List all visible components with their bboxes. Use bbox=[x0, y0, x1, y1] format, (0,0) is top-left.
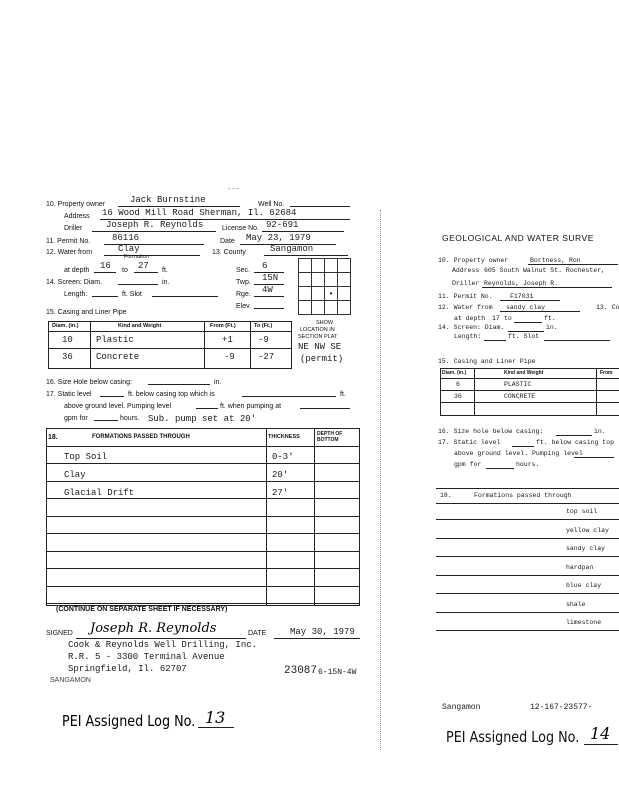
formations-rule bbox=[46, 568, 359, 569]
r-depth-to-label: to bbox=[504, 315, 512, 322]
r-formations-rule bbox=[436, 612, 619, 613]
owner-label: 10. Property owner bbox=[46, 201, 106, 208]
formation-row3: Glacial Drift bbox=[64, 488, 135, 498]
r-hours-label: hours. bbox=[516, 461, 540, 468]
log-label-right: PEI Assigned Log No. bbox=[446, 728, 580, 746]
r-formation-row: shale bbox=[566, 600, 586, 608]
sec-value: 6 bbox=[262, 261, 268, 271]
well-no-label: Well No. bbox=[258, 201, 285, 208]
log-number-right: 14 bbox=[590, 724, 611, 743]
r-casing-header-from: From bbox=[600, 370, 613, 376]
license-label: License No. bbox=[222, 225, 259, 232]
r-address-value: 605 South Walnut St. Rochester, bbox=[484, 267, 605, 274]
r-static-text1: ft. below casing top bbox=[536, 439, 615, 446]
rge-value: 4W bbox=[262, 285, 273, 295]
casing-row2-to: -27 bbox=[258, 352, 275, 362]
company-street: R.R. 5 - 3300 Terminal Avenue bbox=[68, 652, 225, 662]
show-location-2: LOCATION IN bbox=[300, 327, 335, 333]
casing-header-diam: Diam. (in.) bbox=[52, 323, 79, 329]
hole-size-label: 16. Size Hole below casing: bbox=[46, 379, 132, 386]
r-formations-number: 18. bbox=[440, 492, 452, 499]
r-screen-label: 14. Screen: Diam. bbox=[438, 324, 505, 331]
r-formation-row: sandy clay bbox=[566, 545, 606, 552]
thickness-row1: 0-3' bbox=[272, 452, 294, 462]
r-county-label: 13. Co bbox=[596, 304, 619, 311]
r-depth-ft: ft. bbox=[544, 315, 556, 322]
hours-label: hours. bbox=[120, 415, 140, 422]
pumping-at-label: ft. when pumping at bbox=[220, 403, 282, 410]
r-screen-in: in. bbox=[546, 324, 558, 331]
formation-row1: Top Soil bbox=[64, 452, 108, 462]
r-driller-value: Reynolds, Joseph R. bbox=[484, 280, 559, 287]
thickness-header: THICKNESS bbox=[268, 434, 300, 440]
r-formations-rule bbox=[436, 538, 619, 539]
depth-bottom-header: DEPTH OF BOTTOM bbox=[317, 431, 343, 443]
r-formation-row: limestone bbox=[566, 619, 602, 626]
company-city: Springfield, Il. 62707 bbox=[68, 664, 187, 674]
casing-row2-from: -9 bbox=[224, 352, 235, 362]
show-location-3: SECTION PLAT bbox=[298, 334, 338, 340]
signed-label: SIGNED bbox=[46, 630, 73, 637]
permit-label: 11. Permit No. bbox=[46, 238, 91, 245]
r-formation-row: yellow clay bbox=[566, 526, 609, 534]
r-slot-label: ft. Slot bbox=[508, 333, 540, 340]
gpm-label: gpm for bbox=[64, 415, 88, 422]
owner-value: Jack Burnstine bbox=[130, 195, 206, 205]
r-formation-row: hardpan bbox=[566, 563, 594, 571]
heading-fragment: - - - bbox=[228, 186, 239, 193]
water-from-label: 12. Water from bbox=[46, 249, 93, 256]
r-hole-label: 16. Size hole below casing: bbox=[438, 428, 544, 435]
address-label: Address bbox=[64, 213, 90, 220]
screen-in: in. bbox=[162, 279, 170, 286]
casing-row2-kind: Concrete bbox=[96, 352, 140, 362]
casing-label: 15. Casing and Liner Pipe bbox=[46, 309, 127, 316]
r-length-label: Length: bbox=[454, 333, 482, 340]
r-casing-header-diam: Diam. (in.) bbox=[442, 370, 467, 376]
r-gpm-label: gpm for bbox=[454, 461, 482, 468]
slot-label: ft. Slot bbox=[122, 291, 142, 298]
formations-rule bbox=[46, 586, 359, 587]
signed-date-label: DATE bbox=[248, 630, 267, 637]
formations-rule bbox=[46, 481, 359, 482]
r-pumping-label: above ground level. Pumping level bbox=[454, 450, 583, 457]
r-permit-label: 11. Permit No. bbox=[438, 293, 493, 300]
casing-header-to: To (Ft.) bbox=[254, 323, 273, 329]
ref-number: 23087 bbox=[284, 665, 318, 677]
driller-value: Joseph R. Reynolds bbox=[106, 220, 204, 230]
r-depth-label: at depth bbox=[454, 315, 486, 322]
signature: Joseph R. Reynolds bbox=[90, 621, 217, 636]
formations-rule bbox=[46, 463, 359, 464]
static-level-label: 17. Static level bbox=[46, 391, 92, 398]
r-casing-row1-kind: PLASTIC bbox=[504, 381, 532, 388]
casing-row1-diam: 10 bbox=[62, 335, 73, 345]
continue-note: (CONTINUE ON SEPARATE SHEET IF NECESSARY) bbox=[56, 606, 228, 613]
casing-row1-from: +1 bbox=[222, 335, 233, 345]
r-formations-header: Formations passed through bbox=[474, 492, 572, 499]
static-level-text1: ft. below casing top which is bbox=[128, 391, 215, 398]
r-formations-rule bbox=[436, 630, 619, 631]
water-from-value: Clay bbox=[118, 244, 140, 254]
casing-header-kind: Kind and Weight bbox=[118, 323, 162, 329]
sec-label: Sec. bbox=[236, 267, 251, 274]
r-casing-header-kind: Kind and Weight bbox=[504, 370, 544, 376]
r-depth-from: 17 bbox=[492, 315, 500, 322]
static-level-ft: ft. bbox=[340, 391, 346, 398]
elev-label: Elev. bbox=[236, 303, 252, 310]
r-casing-row1-diam: 6 bbox=[456, 381, 460, 388]
driller-label: Driller bbox=[64, 225, 83, 232]
r-water-label: 12. Water from bbox=[438, 304, 493, 311]
length-label: Length: bbox=[64, 291, 88, 298]
r-casing-row2-diam: 36 bbox=[454, 393, 462, 400]
r-formations-rule bbox=[436, 519, 619, 520]
r-address-label: Address bbox=[452, 267, 480, 274]
r-water-value: sandy clay bbox=[506, 304, 546, 311]
thickness-row3: 27' bbox=[272, 488, 289, 498]
depth-from: 16 bbox=[100, 261, 111, 271]
formations-rule bbox=[46, 551, 359, 552]
address-value: 16 Wood Mill Road Sherman, Il. 62684 bbox=[102, 208, 297, 218]
casing-row1-kind: Plastic bbox=[96, 335, 134, 345]
r-formations-rule bbox=[436, 556, 619, 557]
log-number-left: 13 bbox=[205, 708, 226, 727]
r-driller-label: Driller bbox=[452, 280, 480, 287]
county-value: Sangamon bbox=[270, 244, 314, 254]
r-owner-label: 10. Property owner bbox=[438, 257, 509, 264]
thickness-row2: 20' bbox=[272, 470, 289, 480]
formation-row2: Clay bbox=[64, 470, 86, 480]
log-label-left: PEI Assigned Log No. bbox=[62, 712, 196, 730]
r-casing-row2-kind: CONCRETE bbox=[504, 393, 536, 400]
r-permit-value: F17031 bbox=[510, 293, 534, 300]
formations-rule bbox=[46, 603, 359, 604]
pumping-level-label: above ground level. Pumping level bbox=[64, 403, 172, 410]
plat-note: (permit) bbox=[300, 354, 344, 364]
r-formations-rule bbox=[436, 593, 619, 594]
formations-rule bbox=[46, 498, 359, 499]
casing-row1-to: -9 bbox=[258, 335, 269, 345]
formation-caption: Formation bbox=[124, 254, 149, 260]
depth-to-label: to bbox=[122, 267, 128, 274]
county-stamp: SANGAMON bbox=[50, 677, 91, 684]
r-owner-value: Bortness, Ron bbox=[530, 257, 581, 264]
date-value: May 23, 1979 bbox=[246, 233, 311, 243]
depth-label: at depth bbox=[64, 267, 90, 274]
show-location-1: SHOW bbox=[316, 320, 334, 326]
hole-size-in: in. bbox=[214, 379, 222, 386]
permit-value: 86116 bbox=[112, 233, 140, 243]
twp-value: 15N bbox=[262, 273, 279, 283]
r-formation-row: top soil bbox=[566, 508, 598, 515]
r-static-label: 17. Static level bbox=[438, 439, 501, 446]
plat-directions: NE NW SE bbox=[298, 342, 342, 352]
r-formation-row: blue clay bbox=[566, 582, 602, 589]
county-label: 13. County bbox=[212, 249, 246, 256]
r-hole-in: in. bbox=[594, 428, 606, 435]
formations-rule bbox=[46, 516, 359, 517]
casing-header-from: From (Ft.) bbox=[210, 323, 236, 329]
ref-suffix: 6-15N-4W bbox=[318, 668, 357, 677]
twp-label: Twp. bbox=[236, 279, 251, 286]
rge-label: Rge. bbox=[236, 291, 251, 298]
formations-header: FORMATIONS PASSED THROUGH bbox=[92, 434, 190, 440]
section-plat: • bbox=[298, 258, 351, 315]
depth-ft: ft. bbox=[162, 267, 168, 274]
r-formations-rule bbox=[436, 575, 619, 576]
license-value: 92-691 bbox=[266, 220, 299, 230]
survey-title: GEOLOGICAL AND WATER SURVE bbox=[442, 233, 594, 243]
casing-row2-diam: 36 bbox=[62, 352, 73, 362]
sub-pump-note: Sub. pump set at 20' bbox=[148, 414, 257, 424]
signed-date: May 30, 1979 bbox=[290, 627, 355, 637]
screen-label: 14. Screen: Diam. bbox=[46, 279, 103, 286]
depth-to: 27 bbox=[138, 261, 149, 271]
r-casing-label: 15. Casing and Liner Pipe bbox=[438, 358, 536, 365]
date-label: Date bbox=[220, 238, 235, 245]
r-county-footer: Sangamon bbox=[442, 703, 481, 712]
formations-rule bbox=[46, 533, 359, 534]
formations-number: 18. bbox=[48, 434, 58, 441]
company-name: Cook & Reynolds Well Drilling, Inc. bbox=[68, 640, 258, 650]
r-api-number: 12-167-23577- bbox=[530, 703, 593, 712]
